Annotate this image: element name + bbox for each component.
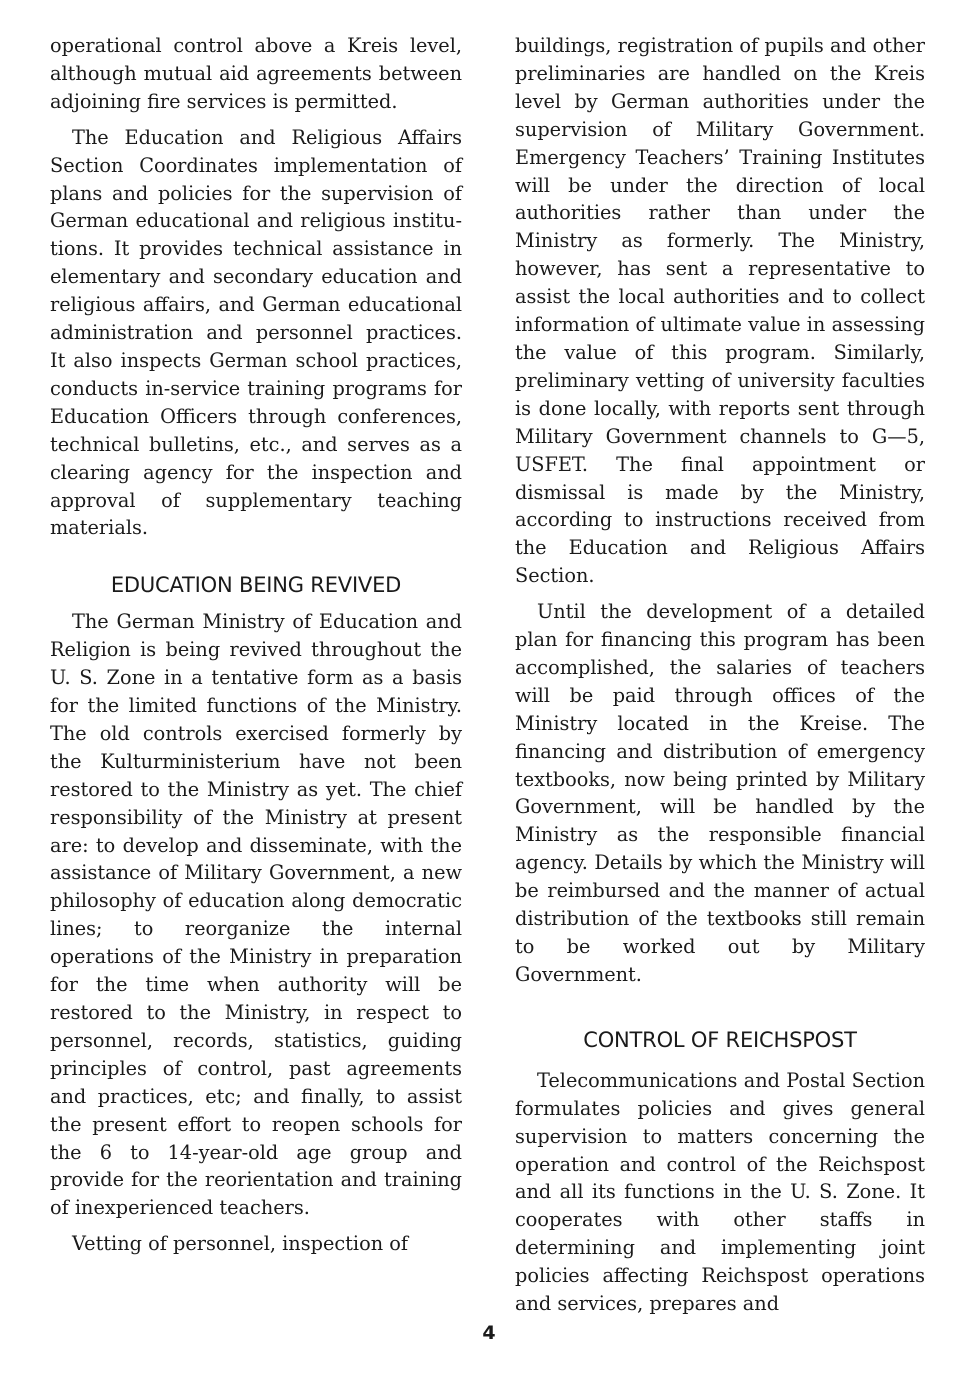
paragraph-education-section: The Education and Religious Affairs Section Coordinates implementation of plans and policies for the supervision of German educational and religious institutions. It provides technical assistance in elementary and secondary education and religious affairs, and German educational administration and personnel practices. It also inspects German school practices, conducts in-service training programs for Education Officers through conferences, technical bulletins, etc., and serves as a clearing agency for the inspection and approval of supplementary teaching materials.	[50, 125, 462, 540]
paragraph-vetting-continued: buildings, registration of pupils and other preliminaries are handled on the Kreis level by German authorities under the supervision of Military Government. Emergency Teachers’ Training Institutes will be under the direction of local authorities rather than under the Ministry as formerly. The Ministry, however, has sent a representative to assist the local authorities and to collect information of ultimate value in assessing the value of this program. Similarly, preliminary vetting of university faculties is done locally, with reports sent through Military Government channels to G—5, USFET. The final appointment or dismissal is made by the Ministry, according to instructions received from the Education and Religious Affairs Section.	[515, 34, 925, 588]
paragraph-financing: Until the development of a detailed plan for financing this program has been accomplished, the salaries of teachers will be paid through offices of the Ministry located in the Kreise. The financing and distribution of emergency textbooks, now being printed by Military Government, will be handled by the Ministry as the responsible financial agency. Details by which the Ministry will be reimbursed and the manner of actual distribution of the textbooks still remain to be worked out by Military Government.	[515, 600, 925, 986]
heading-control-of-reichspost: CONTROL OF REICHSPOST	[583, 1027, 857, 1052]
paragraph-ministry-revived: The German Ministry of Education and Religion is being revived throughout the U. S. Zone in a tentative form as a basis for the limited functions of the Ministry. The old controls exercised formerly by the Kulturministerium have not been restored to the Ministry as yet. The chief responsibility of the Ministry at present are: to develop and disseminate, with the assistance of Military Government, a new philosophy of education along democratic lines; to reorganize the internal operations of the Ministry in preparation for the time when authority will be restored to the Ministry, in respect to personnel, records, statistics, guiding principles of control, past agreements and practices, etc; and finally, to assist the present effort to reopen schools for the 6 to 14-year-old age group and provide for the reorientation and training of inexperienced teachers.	[50, 610, 462, 1220]
right-column	[515, 32, 925, 1326]
page-number: 4	[482, 1322, 496, 1344]
heading-education-being-revived: EDUCATION BEING REVIVED	[110, 573, 402, 598]
paragraph-vetting-start: Vetting of personnel, inspection of	[72, 1232, 408, 1256]
paragraph-fire-services-continued: operational control above a Kreis level, although mutual aid agreements between adjoining fire services is permitted.	[50, 34, 462, 113]
left-column	[50, 32, 462, 1266]
paragraph-telecommunications: Telecommunications and Postal Section formulates policies and gives general supervision to matters concerning the operation and control of the Reichspost and all its functions in the U. S. Zone. It cooperates with other staffs in determining and implementing joint policies affecting Reichspost operations and services, prepares and	[515, 1068, 925, 1316]
